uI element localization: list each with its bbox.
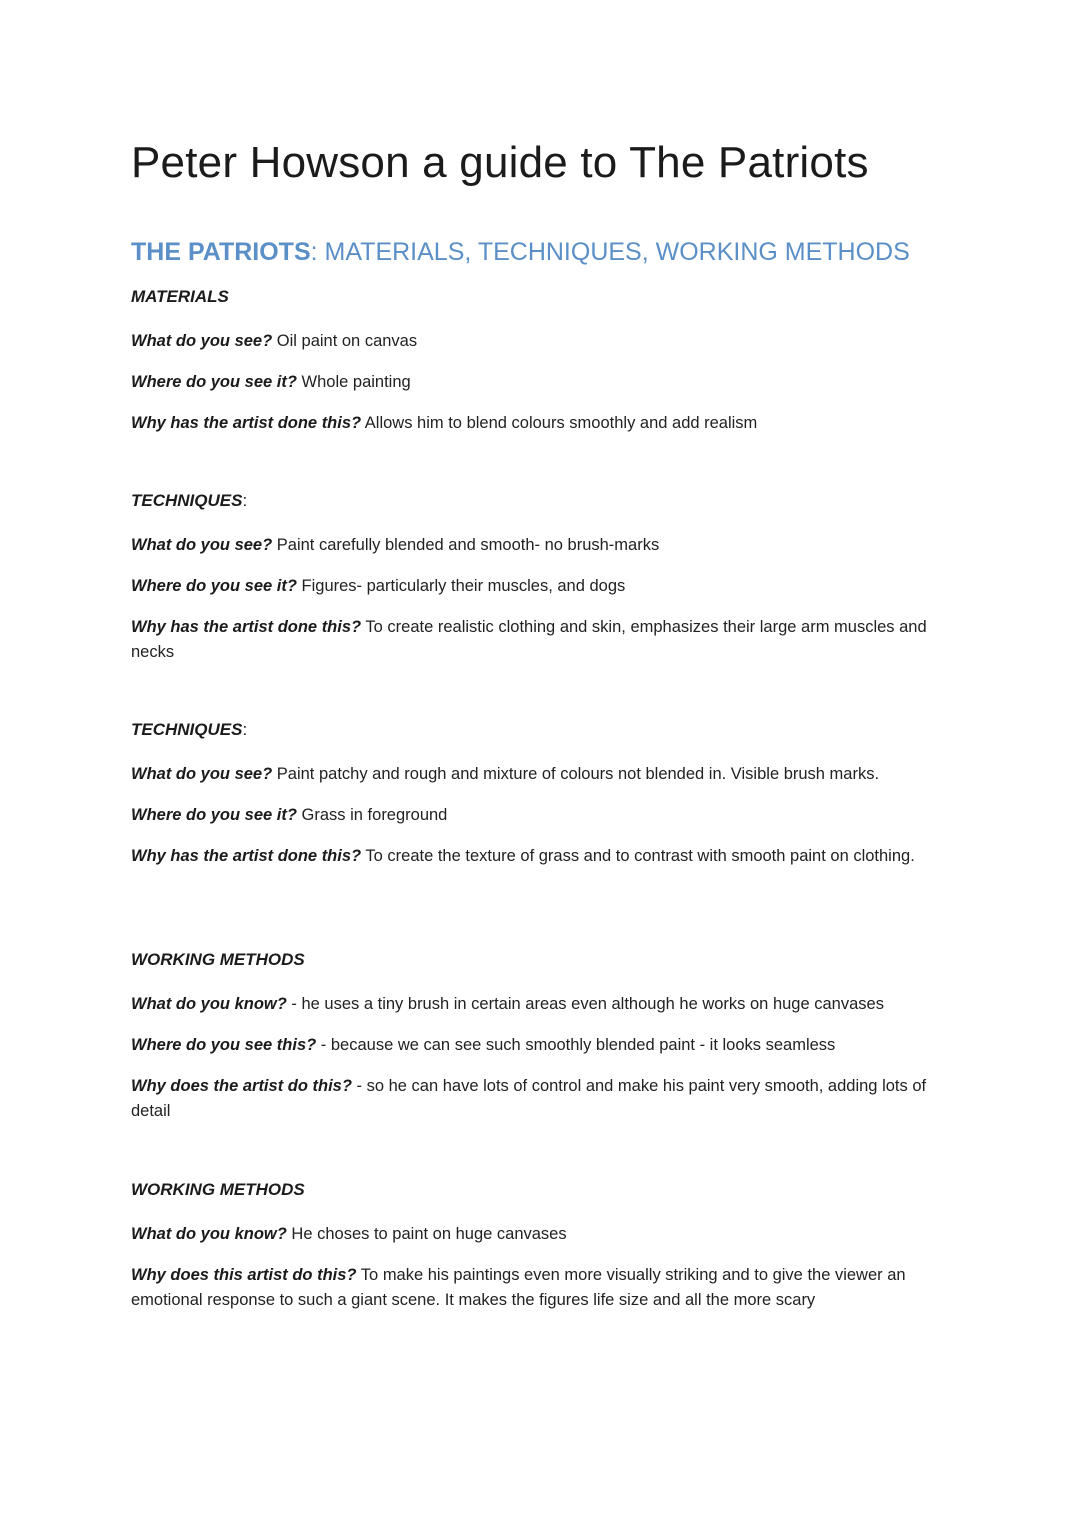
answer: - because we can see such smoothly blended paint - it looks seamless [316,1036,836,1054]
question: Where do you see it? [131,373,297,391]
qa-item [131,1263,961,1313]
question: What do you see? [131,536,273,554]
subtitle-rest: : MATERIALS, TECHNIQUES, WORKING METHODS [310,238,910,266]
qa-item [131,762,961,787]
question: What do you know? [131,995,287,1013]
section-techniques-2 [131,720,961,885]
answer: To make his paintings even more visually striking and to give the viewer an emotional response to such a giant scene. It makes the figures life size and all the more scary [131,1266,906,1309]
qa-item [131,329,961,354]
question: What do you know? [131,1225,287,1243]
subtitle-strong: THE PATRIOTS [131,238,311,266]
question: Where do you see this? [131,1036,317,1054]
qa-item [131,533,961,558]
qa-item [131,615,961,665]
section-techniques-1 [131,491,961,681]
qa-item [131,803,961,828]
qa-item [131,992,961,1017]
document-subtitle [131,238,910,267]
qa-item [131,1074,961,1124]
answer: Whole painting [296,373,411,391]
question: What do you see? [131,765,273,783]
question: Why has the artist done this? [131,618,362,636]
answer: - so he can have lots of control and make his paint very smooth, adding lots of detail [131,1077,927,1120]
question: What do you see? [131,332,273,350]
qa-item [131,411,961,436]
answer: Paint patchy and rough and mixture of colours not blended in. Visible brush marks. [272,765,880,783]
section-working-methods-2 [131,1180,961,1329]
section-working-methods-1 [131,950,961,1140]
question: Where do you see it? [131,577,297,595]
answer: - he uses a tiny brush in certain areas even although he works on huge canvases [286,995,884,1013]
section-heading: WORKING METHODS [131,1180,305,1199]
answer: To create the texture of grass and to contrast with smooth paint on clothing. [361,847,915,865]
question: Why has the artist done this? [131,847,362,865]
answer: Allows him to blend colours smoothly and add realism [361,414,758,432]
answer: He choses to paint on huge canvases [286,1225,567,1243]
section-materials [131,287,961,452]
question: Why has the artist done this? [131,414,362,432]
qa-item [131,1222,961,1247]
question: Where do you see it? [131,806,297,824]
document-title: Peter Howson a guide to The Patriots [131,138,869,187]
qa-item [131,1033,961,1058]
question: Why does the artist do this? [131,1077,352,1095]
section-heading: TECHNIQUES: [131,491,248,510]
section-heading: TECHNIQUES: [131,720,248,739]
answer: Figures- particularly their muscles, and dogs [296,577,626,595]
answer: To create realistic clothing and skin, emphasizes their large arm muscles and necks [131,618,927,661]
answer: Paint carefully blended and smooth- no brush-marks [272,536,660,554]
question: Why does this artist do this? [131,1266,357,1284]
qa-item [131,370,961,395]
section-heading: WORKING METHODS [131,950,305,969]
qa-item [131,574,961,599]
answer: Grass in foreground [296,806,448,824]
section-heading: MATERIALS [131,287,229,306]
answer: Oil paint on canvas [272,332,418,350]
qa-item [131,844,961,869]
